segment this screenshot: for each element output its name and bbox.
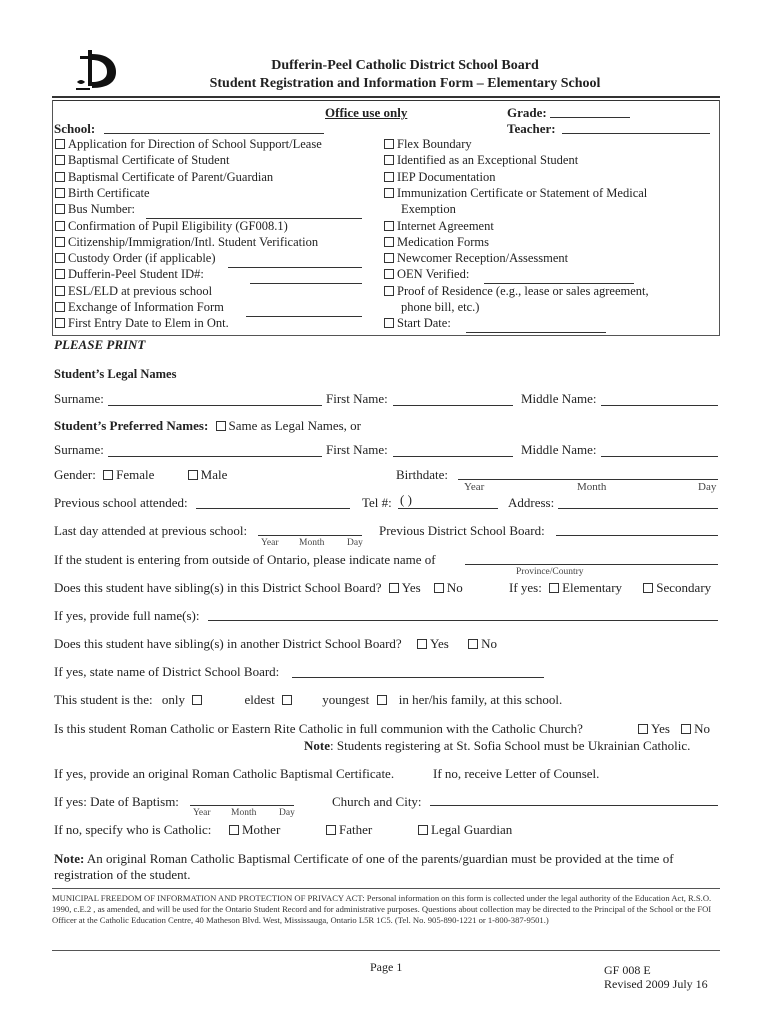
office-left-item [55,186,150,201]
please-print: PLEASE PRINT [54,337,146,352]
office-left-label: Baptismal Certificate of Student [68,153,230,168]
catholic-options [638,721,710,737]
office-right-item [384,186,647,201]
province-country-caption: Province/Country [516,567,584,577]
office-right-label: phone bill, etc.) [401,300,480,314]
office-right-checkbox[interactable] [384,221,394,231]
church-city-field[interactable] [430,805,718,806]
preferred-first-label: First Name: [326,442,388,457]
eldest-label: eldest [244,692,275,707]
office-left-item [55,170,273,185]
legal-middle-label: Middle Name: [521,391,597,406]
baptism-day: Day [279,808,295,818]
office-left-item [55,267,204,282]
school-label: School: [54,121,96,136]
header-rule [52,96,720,98]
other-board-label: If yes, state name of District School Board: [54,664,280,679]
office-right-checkbox[interactable] [384,318,394,328]
father-checkbox[interactable] [326,825,336,835]
legal-middle-field[interactable] [601,405,718,406]
only-checkbox[interactable] [192,695,202,705]
sibling-level-row [509,580,711,596]
mother-option [229,822,280,838]
other-board-field[interactable] [292,677,544,678]
privacy-rule [52,888,720,889]
office-left-item [55,284,212,299]
birthdate-month: Month [577,481,607,493]
siblings-other-yes: Yes [429,636,449,651]
legal-names-heading: Student’s Legal Names [54,367,177,381]
only-label: only [161,692,185,707]
final-note-label: Note: [54,851,85,866]
office-left-label: Citizenship/Immigration/Intl. Student Verification [68,234,319,249]
office-left-checkbox[interactable] [55,253,65,263]
same-as-legal-checkbox[interactable] [216,421,226,431]
baptism-date-label: If yes: Date of Baptism: [54,794,179,809]
legal-surname-label: Surname: [54,391,104,406]
catholic-note-label: Note [304,738,330,753]
office-left-label: Confirmation of Pupil Eligibility (GF008.1) [68,218,288,233]
tel-field[interactable] [398,508,498,509]
female-checkbox[interactable] [103,470,113,480]
mother-checkbox[interactable] [229,825,239,835]
grade-field[interactable] [550,117,630,118]
office-right-item [384,153,578,168]
office-right-label: Internet Agreement [397,218,494,233]
office-right-label: Start Date: [397,316,451,331]
office-left-item [55,251,216,266]
board-name: Dufferin-Peel Catholic District School Board [271,58,539,73]
office-left-item [55,300,224,315]
preferred-surname-field[interactable] [108,456,322,457]
office-left-item [55,316,229,331]
office-right-item [384,170,495,185]
family-position-label: This student is the: [54,692,153,707]
last-day-field[interactable] [258,535,362,536]
catholic-no: No [694,721,711,736]
office-left-label: Application for Direction of School Support/Lease [68,137,322,151]
youngest-label: youngest [322,692,370,707]
form-title: Student Registration and Information Form – Elementary School [209,76,601,91]
siblings-other-no: No [481,636,498,651]
previous-school-label: Previous school attended: [54,495,188,510]
office-left-checkbox[interactable] [55,172,65,182]
gender-row [54,467,227,483]
family-position-suffix: in her/his family, at this school. [398,692,563,707]
siblings-same-row [54,580,463,596]
preferred-middle-label: Middle Name: [521,442,597,457]
guardian-checkbox[interactable] [418,825,428,835]
office-left-checkbox[interactable] [55,286,65,296]
birthdate-day: Day [698,481,717,493]
office-left-checkbox[interactable] [55,237,65,247]
tel-label: Tel #: [362,495,392,510]
sibling-names-field[interactable] [208,620,718,621]
preferred-names-row [54,418,361,434]
office-left-label: Dufferin-Peel Student ID#: [68,267,204,282]
male-checkbox[interactable] [188,470,198,480]
elementary-checkbox[interactable] [549,583,559,593]
office-right-item [384,137,472,152]
secondary-label: Secondary [656,580,712,595]
office-left-item [55,235,318,250]
exchange-form-field[interactable] [246,316,362,317]
office-left-checkbox[interactable] [55,221,65,231]
guardian-option [418,822,512,838]
office-right-label: IEP Documentation [397,169,496,184]
office-right-checkbox[interactable] [384,253,394,263]
preferred-names-heading: Student’s Preferred Names: [54,418,209,433]
office-right-item [384,284,649,299]
father-option [326,822,372,838]
baptism-year: Year [193,808,211,818]
preferred-middle-field[interactable] [601,456,718,457]
sibling-if-yes: If yes: [509,580,542,595]
office-left-checkbox[interactable] [55,204,65,214]
siblings-same-no-checkbox[interactable] [434,583,444,593]
previous-school-field[interactable] [196,508,350,509]
same-as-legal-label: Same as Legal Names, or [228,418,362,433]
eldest-checkbox[interactable] [282,695,292,705]
catholic-yes-checkbox[interactable] [638,724,648,734]
office-right-item [384,235,489,250]
last-day-year: Year [261,538,279,548]
mother-label: Mother [242,822,281,837]
baptism-month: Month [231,808,257,818]
office-right-checkbox[interactable] [384,172,394,182]
prev-board-label: Previous District School Board: [379,523,545,538]
sibling-names-label: If yes, provide full name(s): [54,608,200,623]
office-left-label: Exchange of Information Form [68,300,224,314]
office-left-item [55,153,229,168]
office-left-checkbox[interactable] [55,155,65,165]
office-left-item [55,137,322,152]
catholic-note [304,738,690,754]
office-left-label: Baptismal Certificate of Parent/Guardian [68,169,274,184]
grade-label: Grade: [507,105,547,120]
siblings-other-question: Does this student have sibling(s) in another District School Board? [54,636,402,651]
tel-area-code: ( ) [400,492,412,507]
office-right-item [384,219,494,234]
office-left-item [55,219,288,234]
office-right-label: Proof of Residence (e.g., lease or sales agreement, [397,283,649,298]
office-left-checkbox[interactable] [55,302,65,312]
outside-ontario-label: If the student is entering from outside of Ontario, please indicate name of [54,552,436,567]
office-right-checkbox[interactable] [384,139,394,149]
school-field[interactable] [104,133,324,134]
last-day-day: Day [347,538,363,548]
father-label: Father [339,822,373,837]
office-right-checkbox[interactable] [384,188,394,198]
office-right-label: Flex Boundary [397,137,472,151]
office-right-label: Identified as an Exceptional Student [397,153,579,168]
catholic-note-text: : Students registering at St. Sofia School must be Ukrainian Catholic. [330,738,691,753]
who-catholic-label: If no, specify who is Catholic: [54,822,212,837]
prev-board-field[interactable] [556,535,718,536]
siblings-same-yes: Yes [401,580,421,595]
office-left-checkbox[interactable] [55,318,65,328]
office-left-label: Custody Order (if applicable) [68,251,216,266]
custody-order-field[interactable] [228,267,362,268]
start-date-field[interactable] [466,332,606,333]
office-right-label: Medication Forms [397,234,490,249]
catholic-question: Is this student Roman Catholic or Eastern Rite Catholic in full communion with the Catholic Church? [54,721,583,736]
office-right-item [401,300,479,315]
revised-date: Revised 2009 July 16 [604,977,708,991]
teacher-label: Teacher: [507,121,556,136]
siblings-other-row [54,636,497,652]
office-right-item [384,251,568,266]
privacy-rule-bottom [52,950,720,951]
office-right-checkbox[interactable] [384,237,394,247]
office-right-item [401,202,456,217]
office-left-label: Bus Number: [68,202,136,217]
office-right-label: OEN Verified: [397,267,470,282]
preferred-first-field[interactable] [393,456,513,457]
office-right-checkbox[interactable] [384,155,394,165]
privacy-notice: MUNICIPAL FREEDOM OF INFORMATION AND PROTECTION OF PRIVACY ACT: Personal information on this form is collected under the legal authority of the Education Act, R.S.O. 1990, c.E.2 , as amended, and will be used for the Ontario Student Record and for administrative purposes. Questions about collection may be directed to the Principal of the School or the FOI Officer at the Catholic Education Centre, 40 Matheson Blvd. West, Mississauga, Ontario L5R 1C5. (Tel. No. 905-890-1221 or 1-800-387-9501.) [52,893,712,926]
secondary-checkbox[interactable] [643,583,653,593]
baptism-date-field[interactable] [190,805,294,806]
final-note-line1 [54,851,674,867]
gender-label: Gender: [54,467,96,482]
address-label: Address: [508,495,555,510]
legal-first-field[interactable] [393,405,513,406]
male-label: Male [200,467,228,482]
family-position-row [54,692,562,708]
teacher-field[interactable] [562,133,710,134]
catholic-no-checkbox[interactable] [681,724,691,734]
siblings-same-no: No [446,580,463,595]
elementary-label: Elementary [562,580,623,595]
siblings-other-yes-checkbox[interactable] [417,639,427,649]
birthdate-field[interactable] [458,479,718,480]
office-left-label: First Entry Date to Elem in Ont. [68,316,229,331]
office-left-item [55,202,135,217]
final-note-text1: An original Roman Catholic Baptismal Certificate of one of the parents/guardian must be provided at the time of [86,851,674,866]
catholic-yes: Yes [651,721,670,736]
office-left-label: ESL/ELD at previous school [68,283,213,298]
siblings-same-yes-checkbox[interactable] [389,583,399,593]
legal-first-label: First Name: [326,391,388,406]
office-right-label: Exemption [401,202,456,217]
legal-surname-field[interactable] [108,405,322,406]
siblings-other-no-checkbox[interactable] [468,639,478,649]
office-right-item [384,316,451,331]
office-left-checkbox[interactable] [55,188,65,198]
student-id-field[interactable] [250,283,362,284]
office-left-label: Birth Certificate [68,185,150,200]
siblings-same-question: Does this student have sibling(s) in this District School Board? [54,580,382,595]
office-left-checkbox[interactable] [55,269,65,279]
baptismal-cert-text: If yes, provide an original Roman Catholic Baptismal Certificate. [54,766,395,781]
female-label: Female [116,467,155,482]
office-right-checkbox[interactable] [384,286,394,296]
address-field[interactable] [558,508,718,509]
birthdate-label: Birthdate: [396,467,448,482]
youngest-checkbox[interactable] [377,695,387,705]
oen-field[interactable] [484,283,634,284]
office-right-label: Immunization Certificate or Statement of Medical [397,185,648,200]
page-number: Page 1 [370,960,403,974]
church-city-label: Church and City: [332,794,422,809]
bus-number-field[interactable] [146,218,362,219]
office-right-item [384,267,469,282]
preferred-surname-label: Surname: [54,442,104,457]
office-use-heading: Office use only [325,105,408,120]
final-note-line2: registration of the student. [54,867,191,882]
office-right-checkbox[interactable] [384,269,394,279]
guardian-label: Legal Guardian [431,822,513,837]
last-day-month: Month [299,538,325,548]
outside-ontario-field[interactable] [465,564,718,565]
birthdate-year: Year [464,481,485,493]
letter-of-counsel-text: If no, receive Letter of Counsel. [433,766,600,781]
office-right-label: Newcomer Reception/Assessment [397,251,569,266]
office-left-checkbox[interactable] [55,139,65,149]
last-day-label: Last day attended at previous school: [54,523,248,538]
form-code: GF 008 E [604,963,651,977]
